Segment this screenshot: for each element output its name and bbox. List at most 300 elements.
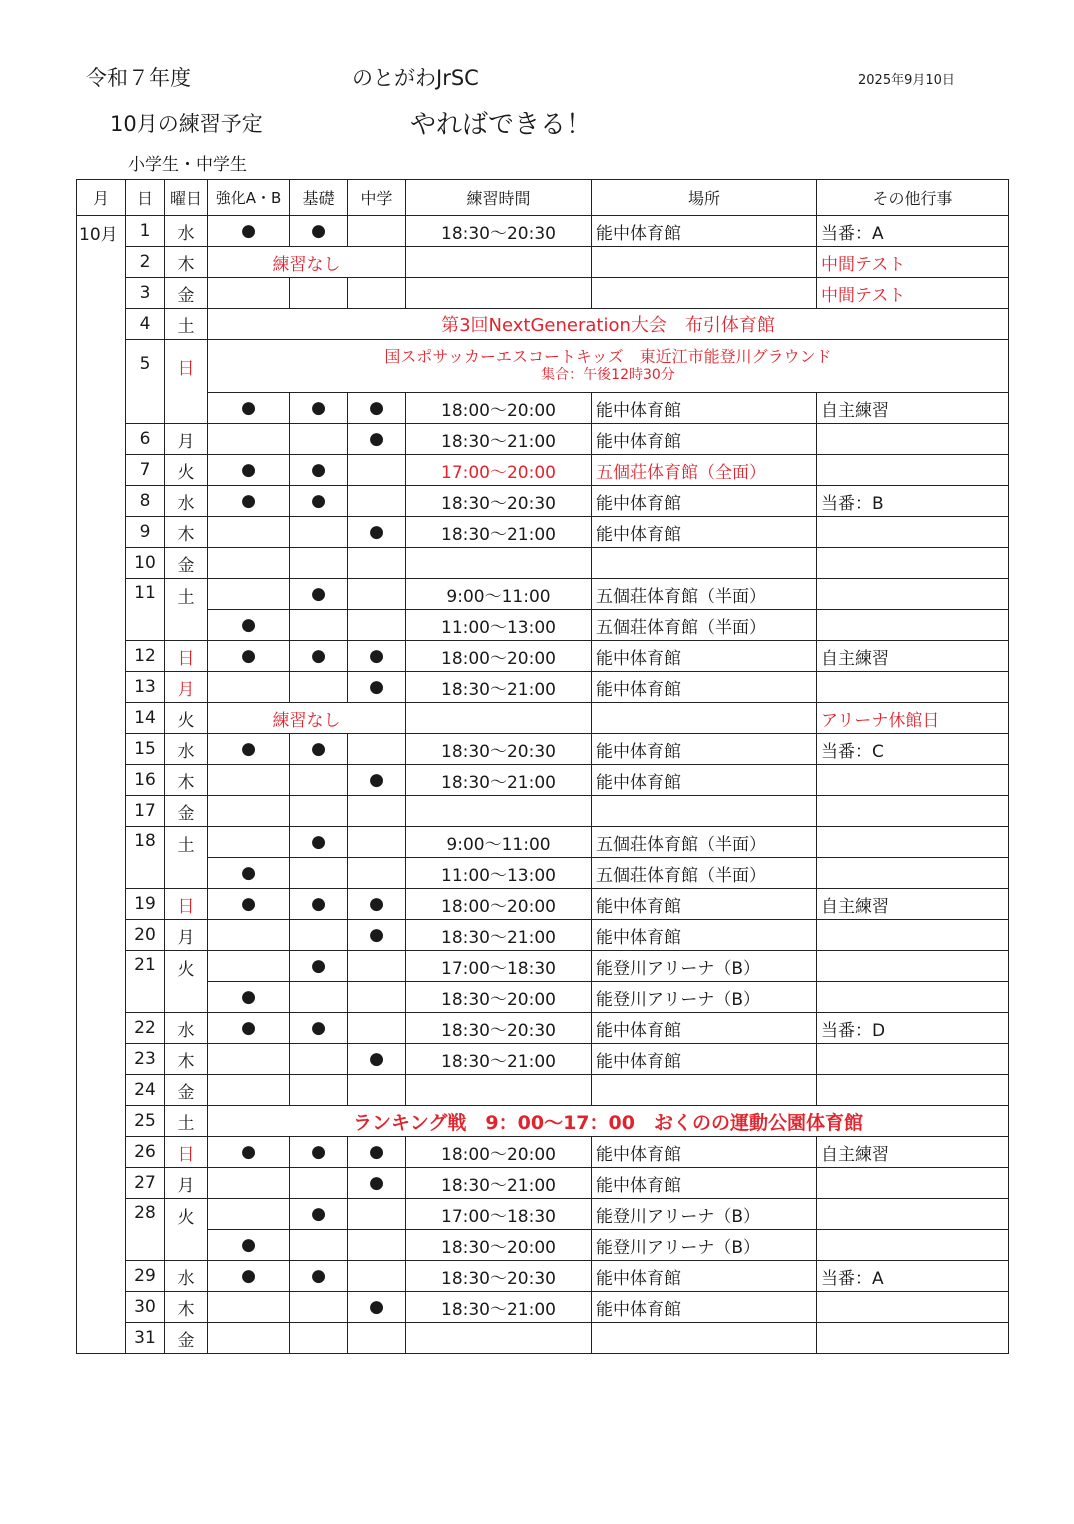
dot-icon: ● — [348, 1044, 406, 1075]
note: 当番：B — [817, 486, 1009, 517]
day: 4 — [126, 309, 165, 340]
table-row — [77, 309, 1009, 340]
time: 18:30〜20:30 — [406, 1261, 592, 1292]
table-row — [77, 1230, 1009, 1261]
empty-cell — [348, 548, 406, 579]
day: 24 — [126, 1075, 165, 1106]
empty-cell — [208, 796, 290, 827]
table-row — [77, 1323, 1009, 1354]
day: 3 — [126, 278, 165, 309]
place: 五個荘体育館（全面） — [592, 455, 817, 486]
dot-icon: ● — [348, 393, 406, 424]
note: 自主練習 — [817, 393, 1009, 424]
table-row — [77, 1044, 1009, 1075]
dot-icon: ● — [290, 734, 348, 765]
weekday: 金 — [165, 548, 208, 579]
day: 13 — [126, 672, 165, 703]
dot-icon: ● — [290, 216, 348, 247]
month-cell: 10月 — [77, 216, 126, 1354]
empty-cell — [592, 548, 817, 579]
col-place: 場所 — [592, 180, 817, 216]
empty-cell — [348, 610, 406, 641]
empty-cell — [406, 278, 592, 309]
empty-cell — [348, 982, 406, 1013]
event-banner: ランキング戦 9：00〜17：00 おくのの運動公園体育館 — [208, 1106, 1009, 1137]
empty-cell — [208, 827, 290, 858]
header-row — [77, 180, 1009, 216]
fiscal-year: 令和７年度 — [86, 66, 191, 90]
table-row — [77, 1013, 1009, 1044]
time: 9:00〜11:00 — [406, 827, 592, 858]
empty-cell — [290, 1292, 348, 1323]
table-row — [77, 340, 1009, 393]
note: 自主練習 — [817, 889, 1009, 920]
empty-cell — [348, 455, 406, 486]
note: アリーナ休館日 — [817, 703, 1009, 734]
place: 能中体育館 — [592, 672, 817, 703]
place: 能中体育館 — [592, 1044, 817, 1075]
time: 17:00〜18:30 — [406, 951, 592, 982]
table-row — [77, 641, 1009, 672]
empty-cell — [592, 247, 817, 278]
dot-icon: ● — [208, 734, 290, 765]
empty-cell — [406, 796, 592, 827]
day: 22 — [126, 1013, 165, 1044]
empty-cell — [348, 1075, 406, 1106]
empty-cell — [290, 1168, 348, 1199]
note: 自主練習 — [817, 1137, 1009, 1168]
dot-icon: ● — [208, 486, 290, 517]
time: 11:00〜13:00 — [406, 858, 592, 889]
weekday: 水 — [165, 734, 208, 765]
weekday: 日 — [165, 340, 208, 424]
time: 18:30〜21:00 — [406, 424, 592, 455]
place: 能中体育館 — [592, 1168, 817, 1199]
day: 8 — [126, 486, 165, 517]
empty-cell — [817, 920, 1009, 951]
empty-cell — [290, 765, 348, 796]
table-row — [77, 827, 1009, 858]
empty-cell — [592, 703, 817, 734]
place: 能中体育館 — [592, 889, 817, 920]
note: 当番：C — [817, 734, 1009, 765]
dot-icon: ● — [208, 641, 290, 672]
table-row — [77, 455, 1009, 486]
time: 17:00〜18:30 — [406, 1199, 592, 1230]
empty-cell — [208, 951, 290, 982]
dot-icon: ● — [348, 765, 406, 796]
empty-cell — [406, 247, 592, 278]
weekday: 日 — [165, 641, 208, 672]
dot-icon: ● — [208, 1137, 290, 1168]
dot-icon: ● — [348, 1292, 406, 1323]
weekday: 土 — [165, 579, 208, 641]
day: 19 — [126, 889, 165, 920]
weekday: 金 — [165, 1323, 208, 1354]
club-name: のとがわJrSC — [352, 66, 479, 90]
day: 23 — [126, 1044, 165, 1075]
empty-cell — [208, 920, 290, 951]
day: 30 — [126, 1292, 165, 1323]
weekday: 水 — [165, 486, 208, 517]
subtitle: 小学生・中学生 — [128, 155, 247, 175]
table-row — [77, 672, 1009, 703]
note: 当番：A — [817, 216, 1009, 247]
dot-icon: ● — [208, 1013, 290, 1044]
weekday: 水 — [165, 1261, 208, 1292]
dot-icon: ● — [290, 486, 348, 517]
place: 能中体育館 — [592, 1261, 817, 1292]
table-row — [77, 951, 1009, 982]
dot-icon: ● — [208, 1261, 290, 1292]
dot-icon: ● — [348, 889, 406, 920]
time: 18:30〜21:00 — [406, 517, 592, 548]
empty-cell — [348, 951, 406, 982]
table-row — [77, 1075, 1009, 1106]
empty-cell — [290, 1044, 348, 1075]
col-other-events: その他行事 — [817, 180, 1009, 216]
table-row — [77, 1137, 1009, 1168]
day: 14 — [126, 703, 165, 734]
empty-cell — [348, 827, 406, 858]
place: 能登川アリーナ（B） — [592, 1199, 817, 1230]
empty-cell — [348, 216, 406, 247]
place: 能中体育館 — [592, 486, 817, 517]
table-row — [77, 610, 1009, 641]
table-row — [77, 1292, 1009, 1323]
weekday: 月 — [165, 424, 208, 455]
day: 20 — [126, 920, 165, 951]
empty-cell — [290, 672, 348, 703]
empty-cell — [208, 278, 290, 309]
day: 28 — [126, 1199, 165, 1261]
empty-cell — [592, 1075, 817, 1106]
empty-cell — [348, 579, 406, 610]
empty-cell — [592, 1323, 817, 1354]
dot-icon: ● — [290, 1199, 348, 1230]
table-row — [77, 517, 1009, 548]
weekday: 土 — [165, 1106, 208, 1137]
empty-cell — [208, 1075, 290, 1106]
table-row — [77, 1168, 1009, 1199]
empty-cell — [817, 827, 1009, 858]
empty-cell — [817, 424, 1009, 455]
table-row — [77, 278, 1009, 309]
empty-cell — [348, 486, 406, 517]
weekday: 土 — [165, 827, 208, 889]
empty-cell — [208, 765, 290, 796]
table-row — [77, 424, 1009, 455]
place: 能中体育館 — [592, 1292, 817, 1323]
day: 27 — [126, 1168, 165, 1199]
empty-cell — [290, 424, 348, 455]
table-row — [77, 1106, 1009, 1137]
time: 17:00〜20:00 — [406, 455, 592, 486]
day: 17 — [126, 796, 165, 827]
day: 7 — [126, 455, 165, 486]
table-row — [77, 247, 1009, 278]
event-banner: 第3回NextGeneration大会 布引体育館 — [208, 309, 1009, 340]
day: 15 — [126, 734, 165, 765]
place: 能中体育館 — [592, 1013, 817, 1044]
place: 五個荘体育館（半面） — [592, 858, 817, 889]
time: 18:30〜21:00 — [406, 920, 592, 951]
time: 18:30〜20:30 — [406, 1013, 592, 1044]
note: 当番：A — [817, 1261, 1009, 1292]
day: 1 — [126, 216, 165, 247]
empty-cell — [208, 1044, 290, 1075]
dot-icon: ● — [290, 1013, 348, 1044]
dot-icon: ● — [208, 982, 290, 1013]
weekday: 火 — [165, 951, 208, 1013]
weekday: 木 — [165, 1292, 208, 1323]
day: 9 — [126, 517, 165, 548]
place: 能中体育館 — [592, 517, 817, 548]
empty-cell — [817, 455, 1009, 486]
dot-icon: ● — [208, 455, 290, 486]
event-title: 国スポサッカーエスコートキッズ 東近江市能登川グラウンド — [384, 347, 832, 366]
time: 18:30〜21:00 — [406, 672, 592, 703]
dot-icon: ● — [290, 1137, 348, 1168]
dot-icon: ● — [290, 889, 348, 920]
empty-cell — [208, 672, 290, 703]
time: 18:30〜20:30 — [406, 486, 592, 517]
empty-cell — [290, 548, 348, 579]
event-banner — [208, 340, 1009, 393]
table-row — [77, 548, 1009, 579]
empty-cell — [290, 920, 348, 951]
time: 9:00〜11:00 — [406, 579, 592, 610]
col-basic: 基礎 — [290, 180, 348, 216]
weekday: 月 — [165, 672, 208, 703]
weekday: 火 — [165, 455, 208, 486]
table-row — [77, 920, 1009, 951]
weekday: 金 — [165, 278, 208, 309]
table-row — [77, 703, 1009, 734]
empty-cell — [817, 548, 1009, 579]
col-junior-high: 中学 — [348, 180, 406, 216]
empty-cell — [817, 1168, 1009, 1199]
empty-cell — [406, 548, 592, 579]
empty-cell — [817, 1199, 1009, 1230]
note: 自主練習 — [817, 641, 1009, 672]
empty-cell — [348, 1013, 406, 1044]
col-weekday: 曜日 — [165, 180, 208, 216]
event-sub: 集合：午後12時30分 — [541, 367, 675, 383]
empty-cell — [817, 1292, 1009, 1323]
slogan: やればできる！ — [410, 110, 593, 140]
empty-cell — [348, 1261, 406, 1292]
empty-cell — [348, 278, 406, 309]
time: 18:00〜20:00 — [406, 1137, 592, 1168]
empty-cell — [817, 796, 1009, 827]
empty-cell — [290, 1075, 348, 1106]
no-practice: 練習なし — [208, 703, 406, 734]
empty-cell — [817, 858, 1009, 889]
empty-cell — [208, 1292, 290, 1323]
place: 能中体育館 — [592, 216, 817, 247]
place: 能登川アリーナ（B） — [592, 951, 817, 982]
table-row — [77, 1261, 1009, 1292]
time: 18:00〜20:00 — [406, 889, 592, 920]
empty-cell — [817, 610, 1009, 641]
weekday: 月 — [165, 920, 208, 951]
table-row — [77, 393, 1009, 424]
weekday: 金 — [165, 796, 208, 827]
weekday: 金 — [165, 1075, 208, 1106]
col-day: 日 — [126, 180, 165, 216]
empty-cell — [817, 517, 1009, 548]
empty-cell — [817, 579, 1009, 610]
time: 11:00〜13:00 — [406, 610, 592, 641]
no-practice: 練習なし — [208, 247, 406, 278]
place: 五個荘体育館（半面） — [592, 610, 817, 641]
day: 5 — [126, 340, 165, 424]
dot-icon: ● — [348, 517, 406, 548]
empty-cell — [290, 1230, 348, 1261]
day: 26 — [126, 1137, 165, 1168]
dot-icon: ● — [290, 951, 348, 982]
empty-cell — [208, 548, 290, 579]
empty-cell — [348, 858, 406, 889]
empty-cell — [348, 1323, 406, 1354]
weekday: 月 — [165, 1168, 208, 1199]
time: 18:30〜21:00 — [406, 1044, 592, 1075]
empty-cell — [208, 424, 290, 455]
weekday: 木 — [165, 1044, 208, 1075]
time: 18:30〜21:00 — [406, 1168, 592, 1199]
table-row — [77, 486, 1009, 517]
dot-icon: ● — [348, 641, 406, 672]
empty-cell — [406, 1323, 592, 1354]
empty-cell — [817, 951, 1009, 982]
empty-cell — [348, 1199, 406, 1230]
empty-cell — [817, 982, 1009, 1013]
time: 18:00〜20:00 — [406, 641, 592, 672]
place: 能中体育館 — [592, 1137, 817, 1168]
day: 12 — [126, 641, 165, 672]
empty-cell — [817, 1044, 1009, 1075]
empty-cell — [290, 796, 348, 827]
empty-cell — [406, 703, 592, 734]
dot-icon: ● — [290, 827, 348, 858]
place: 能中体育館 — [592, 424, 817, 455]
place: 能中体育館 — [592, 641, 817, 672]
dot-icon: ● — [348, 1168, 406, 1199]
dot-icon: ● — [208, 610, 290, 641]
note: 中間テスト — [817, 278, 1009, 309]
place: 能登川アリーナ（B） — [592, 1230, 817, 1261]
dot-icon: ● — [348, 424, 406, 455]
weekday: 水 — [165, 1013, 208, 1044]
place: 五個荘体育館（半面） — [592, 827, 817, 858]
empty-cell — [290, 610, 348, 641]
dot-icon: ● — [208, 393, 290, 424]
day: 10 — [126, 548, 165, 579]
empty-cell — [208, 1199, 290, 1230]
weekday: 火 — [165, 703, 208, 734]
day: 16 — [126, 765, 165, 796]
table-row — [77, 734, 1009, 765]
table-row — [77, 579, 1009, 610]
table-row — [77, 765, 1009, 796]
weekday: 日 — [165, 889, 208, 920]
table-row — [77, 216, 1009, 247]
col-advanced: 強化A・B — [208, 180, 290, 216]
empty-cell — [817, 1075, 1009, 1106]
time: 18:30〜20:30 — [406, 734, 592, 765]
dot-icon: ● — [348, 1137, 406, 1168]
table-row — [77, 1199, 1009, 1230]
time: 18:30〜20:00 — [406, 982, 592, 1013]
dot-icon: ● — [290, 455, 348, 486]
dot-icon: ● — [208, 216, 290, 247]
time: 18:30〜21:00 — [406, 1292, 592, 1323]
empty-cell — [208, 1323, 290, 1354]
empty-cell — [592, 796, 817, 827]
place: 五個荘体育館（半面） — [592, 579, 817, 610]
empty-cell — [348, 734, 406, 765]
day: 21 — [126, 951, 165, 1013]
table-row — [77, 982, 1009, 1013]
time: 18:00〜20:00 — [406, 393, 592, 424]
day: 11 — [126, 579, 165, 641]
note: 当番：D — [817, 1013, 1009, 1044]
col-month: 月 — [77, 180, 126, 216]
time: 18:30〜20:30 — [406, 216, 592, 247]
page-title: 10月の練習予定 — [110, 112, 263, 136]
weekday: 木 — [165, 765, 208, 796]
empty-cell — [817, 672, 1009, 703]
schedule-table — [76, 179, 1009, 1354]
empty-cell — [348, 1230, 406, 1261]
empty-cell — [208, 1168, 290, 1199]
empty-cell — [290, 278, 348, 309]
dot-icon: ● — [290, 579, 348, 610]
weekday: 火 — [165, 1199, 208, 1261]
day: 18 — [126, 827, 165, 889]
table-row — [77, 889, 1009, 920]
weekday: 木 — [165, 517, 208, 548]
weekday: 木 — [165, 247, 208, 278]
table-row — [77, 858, 1009, 889]
col-practice-time: 練習時間 — [406, 180, 592, 216]
empty-cell — [290, 517, 348, 548]
place: 能中体育館 — [592, 734, 817, 765]
empty-cell — [290, 982, 348, 1013]
day: 25 — [126, 1106, 165, 1137]
place: 能中体育館 — [592, 765, 817, 796]
weekday: 水 — [165, 216, 208, 247]
empty-cell — [290, 858, 348, 889]
dot-icon: ● — [208, 858, 290, 889]
dot-icon: ● — [348, 920, 406, 951]
note: 中間テスト — [817, 247, 1009, 278]
dot-icon: ● — [290, 393, 348, 424]
weekday: 日 — [165, 1137, 208, 1168]
day: 29 — [126, 1261, 165, 1292]
empty-cell — [208, 517, 290, 548]
dot-icon: ● — [290, 1261, 348, 1292]
empty-cell — [406, 1075, 592, 1106]
day: 6 — [126, 424, 165, 455]
day: 2 — [126, 247, 165, 278]
dot-icon: ● — [208, 889, 290, 920]
empty-cell — [817, 1230, 1009, 1261]
empty-cell — [817, 765, 1009, 796]
dot-icon: ● — [348, 672, 406, 703]
day: 31 — [126, 1323, 165, 1354]
